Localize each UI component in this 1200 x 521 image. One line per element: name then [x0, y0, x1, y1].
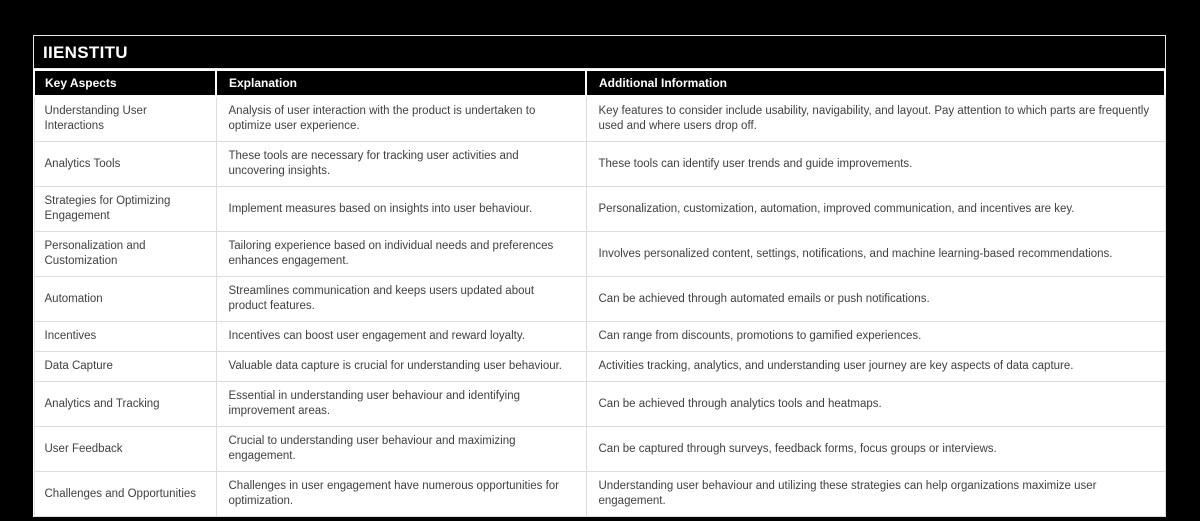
cell-explanation: These tools are necessary for tracking user activities and uncovering insights. [216, 142, 586, 187]
cell-key-aspect: User Feedback [34, 427, 216, 472]
table-row [34, 427, 1165, 472]
cell-key-aspect: Automation [34, 277, 216, 322]
cell-key-aspect: Personalization and Customization [34, 232, 216, 277]
cell-key-aspect: Incentives [34, 322, 216, 352]
content-table [33, 35, 1166, 517]
cell-additional: Personalization, customization, automation, improved communication, and incentives are key. [586, 187, 1165, 232]
column-header-additional-information: Additional Information [586, 70, 1165, 96]
data-table [33, 69, 1166, 517]
table-row [34, 382, 1165, 427]
cell-additional: Can be achieved through automated emails or push notifications. [586, 277, 1165, 322]
header-row [34, 70, 1165, 96]
table-row [34, 96, 1165, 142]
table-row [34, 472, 1165, 517]
cell-additional: Understanding user behaviour and utilizing these strategies can help organizations maximize user engagement. [586, 472, 1165, 517]
cell-explanation: Tailoring experience based on individual needs and preferences enhances engagement. [216, 232, 586, 277]
cell-explanation: Crucial to understanding user behaviour and maximizing engagement. [216, 427, 586, 472]
table-row [34, 352, 1165, 382]
cell-key-aspect: Strategies for Optimizing Engagement [34, 187, 216, 232]
cell-key-aspect: Understanding User Interactions [34, 96, 216, 142]
table-row [34, 322, 1165, 352]
cell-additional: These tools can identify user trends and guide improvements. [586, 142, 1165, 187]
cell-additional: Activities tracking, analytics, and understanding user journey are key aspects of data capture. [586, 352, 1165, 382]
cell-explanation: Challenges in user engagement have numerous opportunities for optimization. [216, 472, 586, 517]
cell-additional: Involves personalized content, settings, notifications, and machine learning-based recommendations. [586, 232, 1165, 277]
table-row [34, 187, 1165, 232]
cell-additional: Can be captured through surveys, feedback forms, focus groups or interviews. [586, 427, 1165, 472]
cell-additional: Can be achieved through analytics tools and heatmaps. [586, 382, 1165, 427]
cell-explanation: Valuable data capture is crucial for understanding user behaviour. [216, 352, 586, 382]
column-header-key-aspects: Key Aspects [34, 70, 216, 96]
cell-additional: Can range from discounts, promotions to gamified experiences. [586, 322, 1165, 352]
cell-key-aspect: Analytics and Tracking [34, 382, 216, 427]
cell-key-aspect: Challenges and Opportunities [34, 472, 216, 517]
table-row [34, 277, 1165, 322]
table-row [34, 142, 1165, 187]
cell-explanation: Essential in understanding user behaviour and identifying improvement areas. [216, 382, 586, 427]
column-header-explanation: Explanation [216, 70, 586, 96]
cell-explanation: Incentives can boost user engagement and reward loyalty. [216, 322, 586, 352]
cell-explanation: Analysis of user interaction with the product is undertaken to optimize user experience. [216, 96, 586, 142]
table-title: IIENSTITU [33, 35, 1166, 69]
cell-key-aspect: Analytics Tools [34, 142, 216, 187]
cell-explanation: Implement measures based on insights into user behaviour. [216, 187, 586, 232]
table-row [34, 232, 1165, 277]
cell-additional: Key features to consider include usability, navigability, and layout. Pay attention to which parts are frequently used and where users drop off. [586, 96, 1165, 142]
cell-explanation: Streamlines communication and keeps users updated about product features. [216, 277, 586, 322]
cell-key-aspect: Data Capture [34, 352, 216, 382]
